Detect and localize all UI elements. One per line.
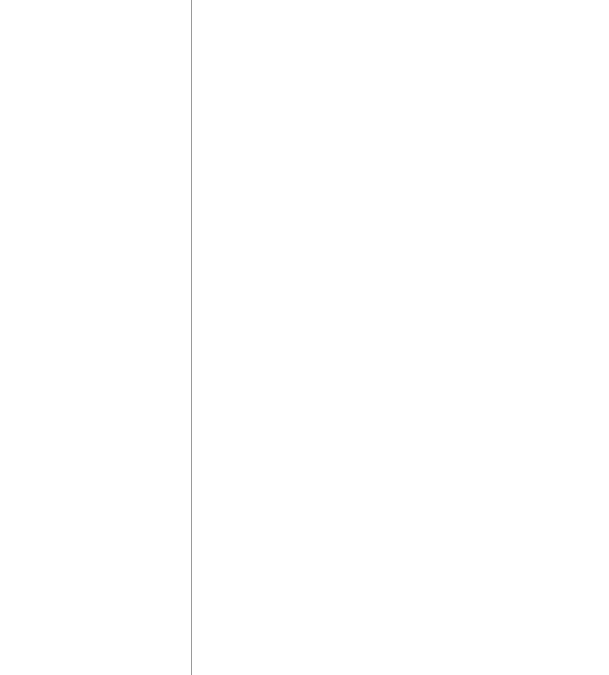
left-column-poems [14,0,184,675]
right-column-prose [203,0,598,675]
column-divider [191,0,192,675]
